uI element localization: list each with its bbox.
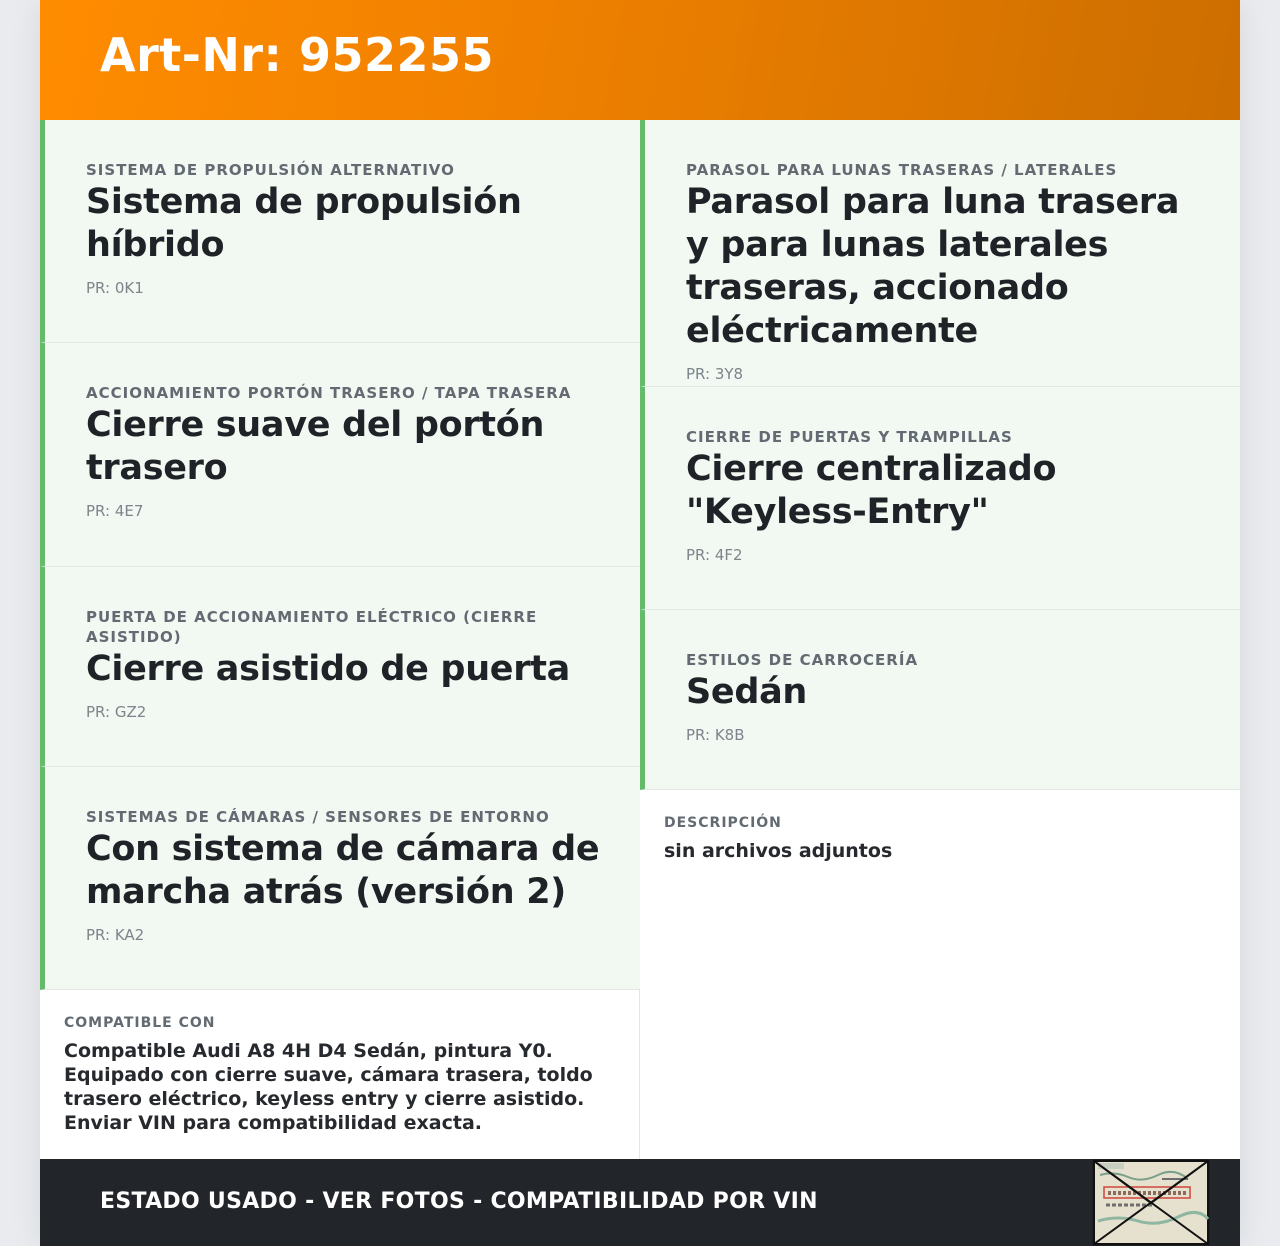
feature-pr-code: PR: K8B (686, 726, 745, 744)
features-left-column (40, 120, 640, 990)
description-section (640, 790, 1240, 1159)
description-label: DESCRIPCIÓN (664, 815, 782, 831)
feature-title: Cierre centralizado "Keyless-Entry" (686, 449, 1057, 532)
footer-bar (40, 1159, 1240, 1246)
header-bar (40, 0, 1240, 120)
article-number-title: Art-Nr: 952255 (100, 28, 495, 82)
feature-category: PUERTA DE ACCIONAMIENTO ELÉCTRICO (CIERRE ASISTIDO) (86, 608, 538, 646)
feature-category: ACCIONAMIENTO PORTÓN TRASERO / TAPA TRASERA (86, 384, 572, 402)
feature-card (40, 767, 640, 990)
feature-title: Sedán (686, 672, 808, 712)
feature-title: Parasol para luna trasera y para lunas laterales traseras, accionado eléctricamente (686, 182, 1180, 351)
feature-pr-code: PR: KA2 (86, 926, 145, 944)
feature-card (40, 343, 640, 567)
description-text: sin archivos adjuntos (664, 840, 893, 862)
feature-card (640, 120, 1240, 387)
feature-card (40, 120, 640, 343)
feature-category: PARASOL PARA LUNAS TRASERAS / LATERALES (686, 161, 1118, 179)
compatibility-text: Compatible Audi A8 4H D4 Sedán, pintura Y0. Equipado con cierre suave, cámara trasera, toldo trasero eléctrico, keyless entry y cierre asistido. Enviar VIN para compatibilidad exacta. (64, 1040, 593, 1134)
feature-title: Con sistema de cámara de marcha atrás (versión 2) (86, 829, 600, 912)
feature-category: ESTILOS DE CARROCERÍA (686, 651, 919, 669)
compatibility-label: COMPATIBLE CON (64, 1015, 216, 1031)
features-right-column (640, 120, 1240, 790)
feature-pr-code: PR: 4E7 (86, 502, 144, 520)
feature-pr-code: PR: 0K1 (86, 279, 144, 297)
feature-category: SISTEMAS DE CÁMARAS / SENSORES DE ENTORNO (86, 808, 550, 826)
feature-title: Cierre suave del portón trasero (86, 405, 545, 488)
feature-card (640, 610, 1240, 790)
feature-card (640, 387, 1240, 610)
feature-pr-code: PR: 4F2 (686, 546, 743, 564)
feature-title: Cierre asistido de puerta (86, 649, 570, 689)
compatibility-section (40, 990, 640, 1159)
feature-title: Sistema de propulsión híbrido (86, 182, 522, 265)
feature-card (40, 567, 640, 767)
envelope-label-icon[interactable] (1092, 1159, 1210, 1246)
feature-category: SISTEMA DE PROPULSIÓN ALTERNATIVO (86, 161, 455, 179)
feature-pr-code: PR: 3Y8 (686, 365, 744, 383)
product-sheet (40, 0, 1240, 1246)
feature-category: CIERRE DE PUERTAS Y TRAMPILLAS (686, 428, 1013, 446)
feature-pr-code: PR: GZ2 (86, 703, 147, 721)
footer-status-text: ESTADO USADO - VER FOTOS - COMPATIBILIDAD POR VIN (100, 1189, 818, 1214)
